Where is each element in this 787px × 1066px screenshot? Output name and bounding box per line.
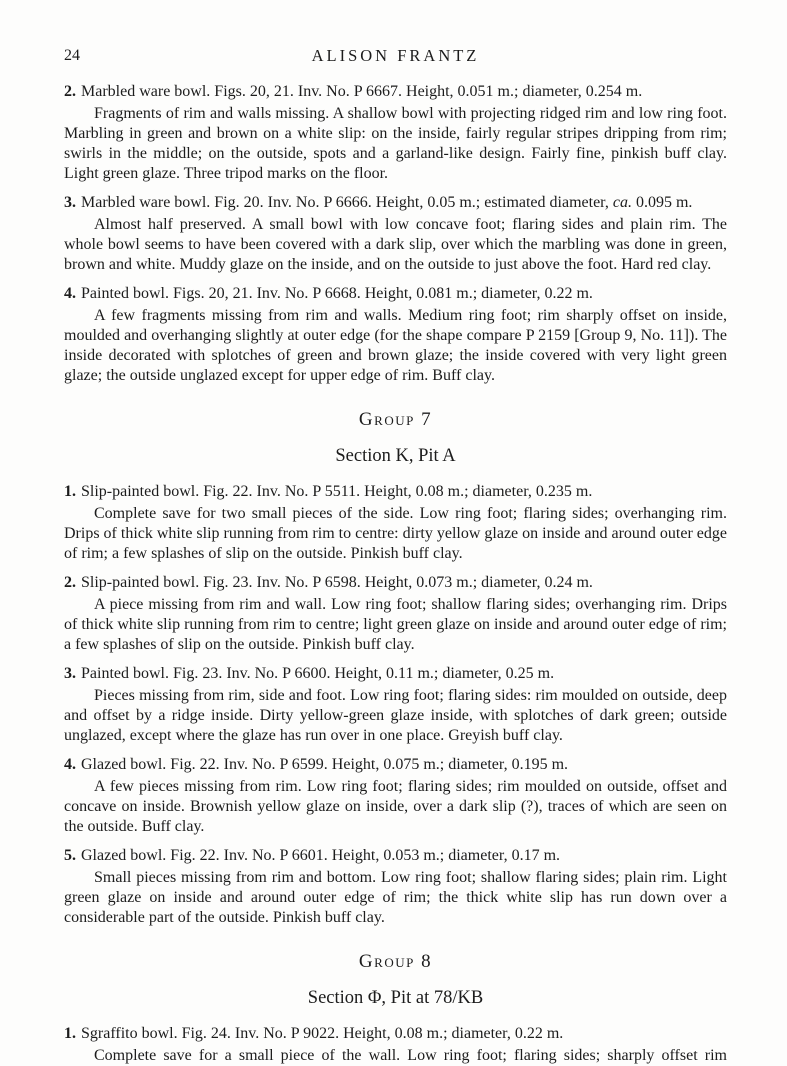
entry-heading-text: Slip-painted bowl. Fig. 22. Inv. No. P 5511. Height, 0.08 m.; diameter, 0.235 m. bbox=[81, 483, 593, 500]
entry-number: 1. bbox=[64, 1025, 76, 1042]
catalog-entry bbox=[64, 573, 727, 655]
entry-heading bbox=[64, 1024, 727, 1044]
entry-heading-text: Marbled ware bowl. Figs. 20, 21. Inv. No. P 6667. Height, 0.051 m.; diameter, 0.254 m. bbox=[81, 83, 643, 100]
catalog-entry bbox=[64, 755, 727, 837]
entry-number: 3. bbox=[64, 194, 76, 211]
catalog-entry bbox=[64, 1024, 727, 1066]
entry-number: 2. bbox=[64, 83, 76, 100]
entry-body: Fragments of rim and walls missing. A shallow bowl with projecting ridged rim and low ring foot. Marbling in green and brown on a white slip: on the inside, fairly regular stripes dripping from rim; swirls in the middle; on the outside, spots and a garland-like design. Fairly fine, pinkish buff clay. Light green glaze. Three tripod marks on the floor. bbox=[64, 105, 727, 182]
entry-heading-text: Sgraffito bowl. Fig. 24. Inv. No. P 9022. Height, 0.08 m.; diameter, 0.22 m. bbox=[81, 1025, 564, 1042]
section-heading: Section Φ, Pit at 78/KB bbox=[307, 988, 484, 1008]
entry-heading bbox=[64, 755, 727, 775]
entry-number: 5. bbox=[64, 847, 76, 864]
catalog-entry bbox=[64, 284, 727, 386]
entry-heading-text: Painted bowl. Fig. 23. Inv. No. P 6600. Height, 0.11 m.; diameter, 0.25 m. bbox=[81, 665, 555, 682]
entry-heading-text: Marbled ware bowl. Fig. 20. Inv. No. P 6666. Height, 0.05 m.; estimated diameter, bbox=[81, 194, 613, 211]
entry-number: 3. bbox=[64, 665, 76, 682]
entry-heading-text: Painted bowl. Figs. 20, 21. Inv. No. P 6668. Height, 0.081 m.; diameter, 0.22 m. bbox=[81, 285, 593, 302]
group-heading: Group 8 bbox=[358, 951, 433, 972]
page-number: 24 bbox=[64, 47, 80, 64]
entry-body: Complete save for a small piece of the wall. Low ring foot; flaring sides; sharply offset rim bbox=[94, 1047, 727, 1064]
entry-body: Almost half preserved. A small bowl with low concave foot; flaring sides and plain rim. The whole bowl seems to have been covered with a dark slip, over which the marbling was done in green, brown and white. Muddy glaze on the inside, and on the outside to just above the foot. Hard red clay. bbox=[64, 216, 727, 273]
entry-heading bbox=[64, 573, 727, 593]
entry-heading bbox=[64, 193, 727, 213]
catalog-entry bbox=[64, 482, 727, 564]
entry-heading-italic: ca. bbox=[612, 194, 632, 211]
page-header bbox=[64, 46, 727, 68]
entry-number: 4. bbox=[64, 756, 76, 773]
entry-number: 1. bbox=[64, 483, 76, 500]
entry-heading bbox=[64, 664, 727, 684]
entry-heading-text: Glazed bowl. Fig. 22. Inv. No. P 6601. Height, 0.053 m.; diameter, 0.17 m. bbox=[81, 847, 561, 864]
entry-body: Complete save for two small pieces of the side. Low ring foot; flaring sides; overhanging rim. Drips of thick white slip running from rim to centre: dirty yellow glaze on inside and around outer edge of rim; a few splashes of slip on the outside. Pinkish buff clay. bbox=[64, 505, 727, 562]
catalog-entry bbox=[64, 664, 727, 746]
entry-heading-text: Slip-painted bowl. Fig. 23. Inv. No. P 6598. Height, 0.073 m.; diameter, 0.24 m. bbox=[81, 574, 593, 591]
entry-body: Pieces missing from rim, side and foot. Low ring foot; flaring sides: rim moulded on outside, deep and offset by a ridge inside. Dirty yellow-green glaze inside, with splotches of dark green; outside unglazed, except where the glaze has run over in one place. Greyish buff clay. bbox=[64, 687, 727, 744]
entry-heading-text: Glazed bowl. Fig. 22. Inv. No. P 6599. Height, 0.075 m.; diameter, 0.195 m. bbox=[81, 756, 569, 773]
catalog-entry bbox=[64, 82, 727, 184]
entry-body: A piece missing from rim and wall. Low ring foot; shallow flaring sides; overhanging rim. Drips of thick white slip running from rim to centre; light green glaze on inside and around outer edge of rim; a few splashes of slip on the outside. Pinkish buff clay. bbox=[64, 596, 727, 653]
entry-number: 4. bbox=[64, 285, 76, 302]
section-heading: Section K, Pit A bbox=[335, 446, 456, 466]
group-heading: Group 7 bbox=[358, 409, 433, 430]
entry-heading bbox=[64, 284, 727, 304]
entry-heading-text: 0.095 m. bbox=[631, 194, 693, 211]
entry-body: A few pieces missing from rim. Low ring foot; flaring sides; rim moulded on outside, offset and concave on inside. Brownish yellow glaze on inside, over a dark slip (?), traces of which are seen on the outside. Buff clay. bbox=[64, 778, 727, 835]
entry-number: 2. bbox=[64, 574, 76, 591]
running-header: ALISON FRANTZ bbox=[311, 46, 480, 65]
entry-heading bbox=[64, 846, 727, 866]
catalog-entry bbox=[64, 193, 727, 275]
catalog-entry bbox=[64, 846, 727, 928]
entry-heading bbox=[64, 82, 727, 102]
entry-body: A few fragments missing from rim and walls. Medium ring foot; rim sharply offset on inside, moulded and overhanging slightly at outer edge (for the shape compare P 2159 [Group 9, No. 11]). The inside decorated with splotches of green and brown glaze; the inside covered with very light green glaze; the outside unglazed except for upper edge of rim. Buff clay. bbox=[64, 307, 727, 384]
entry-body: Small pieces missing from rim and bottom. Low ring foot; shallow flaring sides; plain rim. Light green glaze on inside and around outer edge of rim; the thick white slip has run down over a considerable part of the outside. Pinkish buff clay. bbox=[64, 869, 727, 926]
entry-heading bbox=[64, 482, 727, 502]
